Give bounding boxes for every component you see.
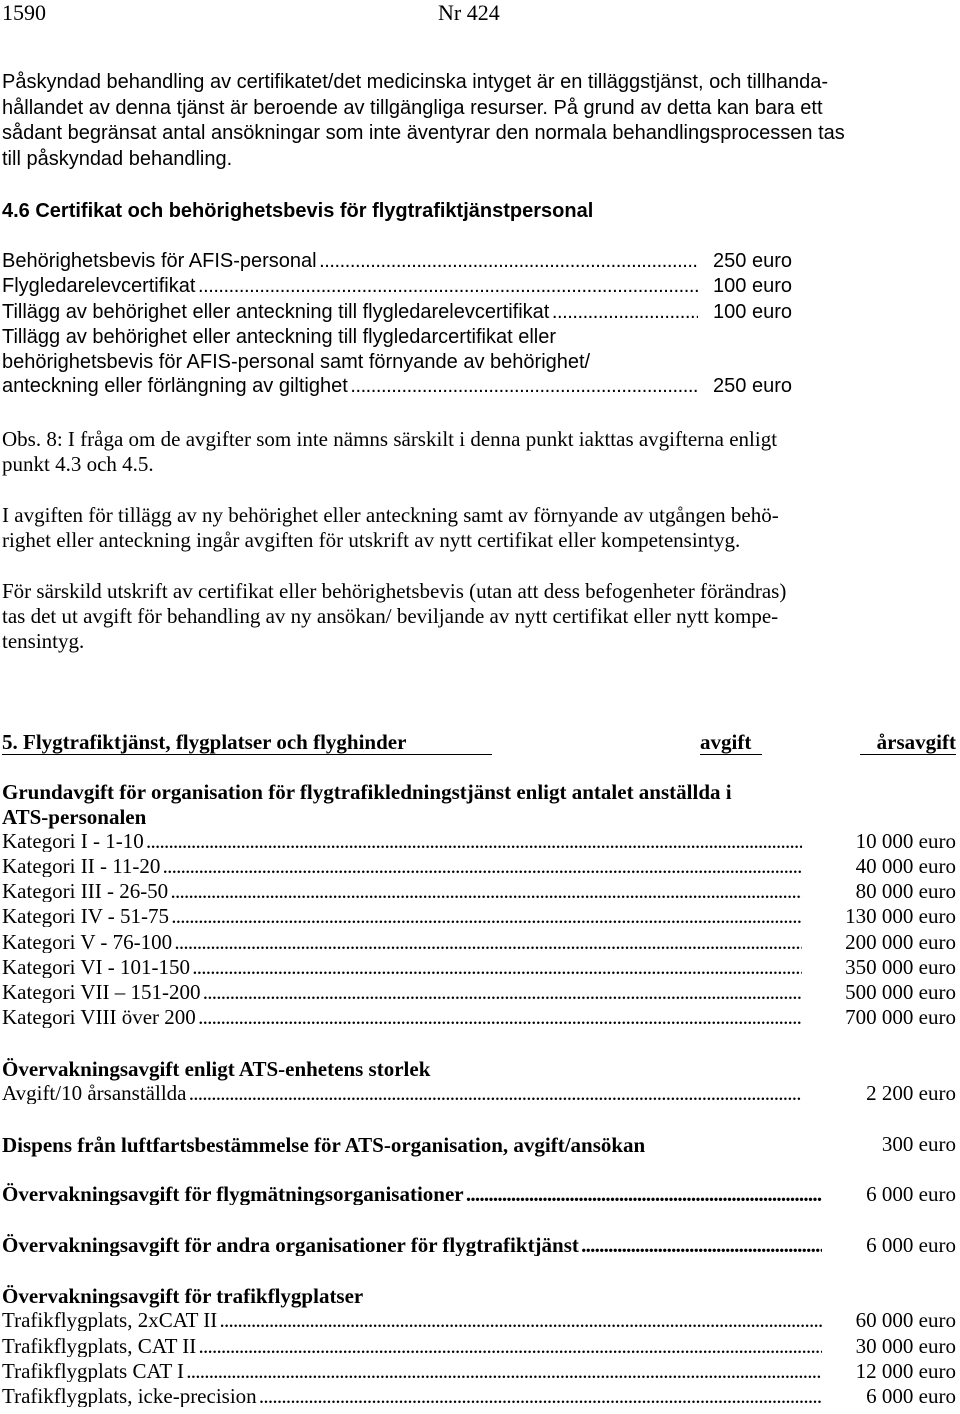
fee-amount: 6 000 euro	[866, 1384, 956, 1408]
fee-amount: 10 000 euro	[855, 829, 956, 853]
fee-label: Trafikflygplats, icke-precision . . .	[2, 1385, 822, 1407]
fee-amount: 200 000 euro	[845, 930, 956, 954]
fee-amount: 12 000 euro	[855, 1359, 956, 1383]
fee-amount: 700 000 euro	[845, 1005, 956, 1029]
fee-label: Kategori V - 76-100 . . .	[2, 931, 802, 953]
column-header-annual-fee: årsavgift	[876, 730, 956, 754]
fee-amount: 100 euro	[713, 301, 792, 323]
fee-amount: 60 000 euro	[855, 1308, 956, 1332]
fee-label-line: behörighetsbevis för AFIS-personal samt förnyande av behörighet/	[2, 351, 591, 373]
fee-amount: 40 000 euro	[855, 854, 956, 878]
fee-label-line: Tillägg av behörighet eller anteckning till flygledarcertifikat eller	[2, 326, 556, 348]
fee-label: Tillägg av behörighet eller anteckning till flygledarelevcertifikat . . .	[2, 301, 698, 323]
fee-amount: 250 euro	[713, 250, 792, 272]
fee-label: Kategori I - 1-10 . . .	[2, 830, 802, 852]
fee-amount: 6 000 euro	[866, 1233, 956, 1257]
column-underline	[860, 754, 956, 755]
text-line: hållandet av denna tjänst är beroende av tillgängliga resurser. På grund av detta kan bara ett	[2, 97, 823, 119]
fee-label-bold: Övervakningsavgift för andra organisationer för flygtrafiktjänst . . .	[2, 1234, 822, 1256]
paragraph-line: tensintyg.	[2, 629, 85, 653]
fee-label-bold: Dispens från luftfartsbestämmelse för ATS-organisation, avgift/ansökan	[2, 1133, 646, 1157]
obs-note: punkt 4.3 och 4.5.	[2, 452, 154, 476]
group-title: Grundavgift för organisation för flygtrafikledningstjänst enligt antalet anställda i	[2, 780, 732, 804]
fee-amount: 250 euro	[713, 375, 792, 397]
fee-amount: 2 200 euro	[866, 1081, 956, 1105]
fee-amount: 500 000 euro	[845, 980, 956, 1004]
fee-label: Kategori III - 26-50 . . .	[2, 880, 802, 902]
heading-underline	[2, 754, 492, 755]
fee-label: Behörighetsbevis för AFIS-personal . . .	[2, 250, 698, 272]
fee-label: Kategori VII – 151-200 . . .	[2, 981, 802, 1003]
paragraph-line: För särskild utskrift av certifikat eller behörighetsbevis (utan att dess befogenheter förändras)	[2, 579, 787, 603]
fee-amount: 6 000 euro	[866, 1182, 956, 1206]
group-title: ATS-personalen	[2, 805, 147, 829]
fee-amount: 300 euro	[881, 1132, 956, 1156]
page-number: 1590	[2, 0, 46, 25]
fee-label-bold: Övervakningsavgift för flygmätningsorganisationer . . .	[2, 1183, 822, 1205]
paragraph-line: I avgiften för tillägg av ny behörighet eller anteckning samt av förnyande av utgången behö-	[2, 503, 779, 527]
fee-label: Trafikflygplats CAT I . . .	[2, 1360, 822, 1382]
fee-label: Kategori IV - 51-75 . . .	[2, 905, 802, 927]
section-4-6-heading: 4.6 Certifikat och behörighetsbevis för flygtrafiktjänstpersonal	[2, 200, 594, 222]
column-underline	[700, 754, 762, 755]
fee-label: Kategori VIII över 200 . . .	[2, 1006, 802, 1028]
fee-amount: 30 000 euro	[855, 1334, 956, 1358]
section-5-heading: 5. Flygtrafiktjänst, flygplatser och flyghinder	[2, 730, 407, 754]
column-header-fee: avgift	[700, 730, 752, 754]
fee-amount: 100 euro	[713, 275, 792, 297]
fee-amount: 130 000 euro	[845, 904, 956, 928]
document-number: Nr 424	[438, 0, 500, 25]
fee-label: Avgift/10 årsanställda . . .	[2, 1082, 802, 1104]
fee-amount: 350 000 euro	[845, 955, 956, 979]
fee-label: Kategori VI - 101-150 . . .	[2, 956, 802, 978]
text-line: Påskyndad behandling av certifikatet/det medicinska intyget är en tilläggstjänst, och tillhanda-	[2, 71, 829, 93]
fee-amount: 80 000 euro	[855, 879, 956, 903]
fee-label: Trafikflygplats, CAT II . . .	[2, 1335, 822, 1357]
group-title: Övervakningsavgift för trafikflygplatser	[2, 1284, 364, 1308]
fee-label: Flygledarelevcertifikat . . .	[2, 275, 698, 297]
paragraph-line: tas det ut avgift för behandling av ny ansökan/ beviljande av nytt certifikat eller nytt kompe-	[2, 604, 779, 628]
fee-label: Trafikflygplats, 2xCAT II . . .	[2, 1309, 822, 1331]
paragraph-line: righet eller anteckning ingår avgiften för utskrift av nytt certifikat eller kompetensintyg.	[2, 528, 741, 552]
text-line: sådant begränsat antal ansökningar som inte äventyrar den normala behandlingsprocessen tas	[2, 122, 845, 144]
text-line: till påskyndad behandling.	[2, 148, 233, 170]
fee-label: anteckning eller förlängning av giltighet . . .	[2, 375, 698, 397]
fee-label: Kategori II - 11-20 . . .	[2, 855, 802, 877]
obs-note: Obs. 8: I fråga om de avgifter som inte nämns särskilt i denna punkt iakttas avgifterna enligt	[2, 427, 778, 451]
group-title: Övervakningsavgift enligt ATS-enhetens storlek	[2, 1057, 431, 1081]
